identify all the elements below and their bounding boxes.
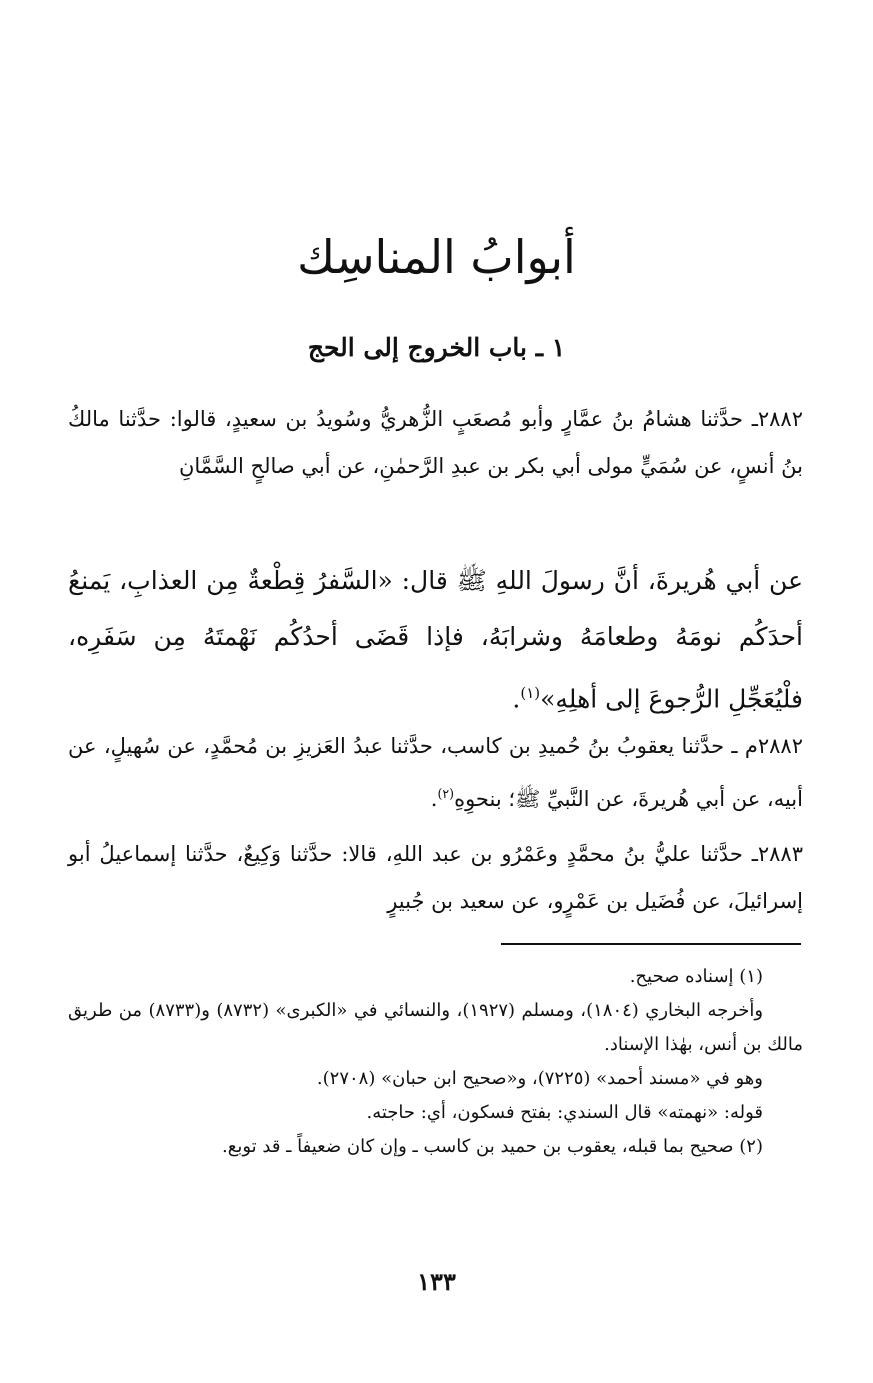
hadith-2883 bbox=[68, 831, 803, 925]
hadith-2882-chain-text: ٢٨٨٢ـ حدَّثنا هشامُ بنُ عمَّارٍ وأبو مُصعَبٍ الزُّهريُّ وسُويدُ بن سعيدٍ، قالوا: حدَّثنا مالكُ بنُ أنسٍ، عن سُمَيٍّ مولى أبي بكر بن عبدِ الرَّحمٰنِ، عن أبي صالحٍ السَّمَّانِ bbox=[68, 407, 803, 478]
footnote-1-musnad: وهو في «مسند أحمد» (٧٢٢٥)، و«صحيح ابن حبان» (٢٧٠٨). bbox=[316, 1068, 763, 1089]
hadith-2882-matn bbox=[68, 553, 803, 727]
hadith-2883-text: ٢٨٨٣ـ حدَّثنا عليُّ بنُ محمَّدٍ وعَمْرُو بن عبد اللهِ، قالا: حدَّثنا وَكِيعٌ، حدَّثنا إسماعيلُ أبو إسرائيلَ، عن فُضَيل بن عَمْرٍو، عن سعيد بن جُبيرٍ bbox=[68, 842, 803, 913]
footnote-ref-1: (١) bbox=[520, 684, 541, 702]
footnote-2 bbox=[68, 1130, 803, 1164]
hadith-2882-matn-text: عن أبي هُريرةَ، أنَّ رسولَ اللهِ ﷺ قال: «السَّفرُ قِطْعةٌ مِن العذابِ، يَمنعُ أحدَكُم نومَهُ وطعامَهُ وشرابَهُ، فإذا قَضَى أحدُكُم نَهْمتَهُ مِن سَفَرِه، فلْيُعَجِّلِ الرُّجوعَ إلى أهلِهِ» bbox=[68, 566, 803, 714]
footnote-1-gloss: قوله: «نهمته» قال السندي: بفتح فسكون، أي: حاجته. bbox=[366, 1102, 763, 1123]
footnote-1-sources bbox=[68, 994, 803, 1062]
hadith-2882m-text: ٢٨٨٢م ـ حدَّثنا يعقوبُ بنُ حُميدِ بن كاسب، حدَّثنا عبدُ العَزيزِ بن مُحمَّدٍ، عن سُهيلٍ، عن أبيه، عن أبي هُريرةَ، عن النَّبيِّ ﷺ؛ بنحوِهِ bbox=[68, 734, 803, 811]
footnote-ref-2: (٢) bbox=[437, 786, 455, 801]
hadith-2882-matn-end: . bbox=[512, 684, 521, 714]
hadith-2882m bbox=[68, 723, 803, 823]
footnote-1-sources-text: وأخرجه البخاري (١٨٠٤)، ومسلم (١٩٢٧)، والنسائي في «الكبرى» (٨٧٣٢) و(٨٧٣٣) من طريق مالك بن أنس، بهٰذا الإسناد. bbox=[68, 1000, 803, 1055]
footnote-2-text: (٢) صحيح بما قبله، يعقوب بن حميد بن كاسب ـ وإن كان ضعيفاً ـ قد توبع. bbox=[222, 1136, 763, 1157]
footnotes bbox=[68, 960, 803, 1164]
footnote-1: (١) إسناده صحيح. bbox=[629, 966, 763, 987]
chapter-title: أبوابُ المناسِك bbox=[297, 230, 576, 284]
page-number: ١٣٣ bbox=[417, 1267, 456, 1296]
hadith-2882m-end: . bbox=[430, 787, 438, 811]
hadith-2882-chain bbox=[68, 396, 803, 490]
section-heading: ١ ـ باب الخروج إلى الحج bbox=[307, 333, 566, 362]
footnote-divider bbox=[501, 943, 801, 945]
